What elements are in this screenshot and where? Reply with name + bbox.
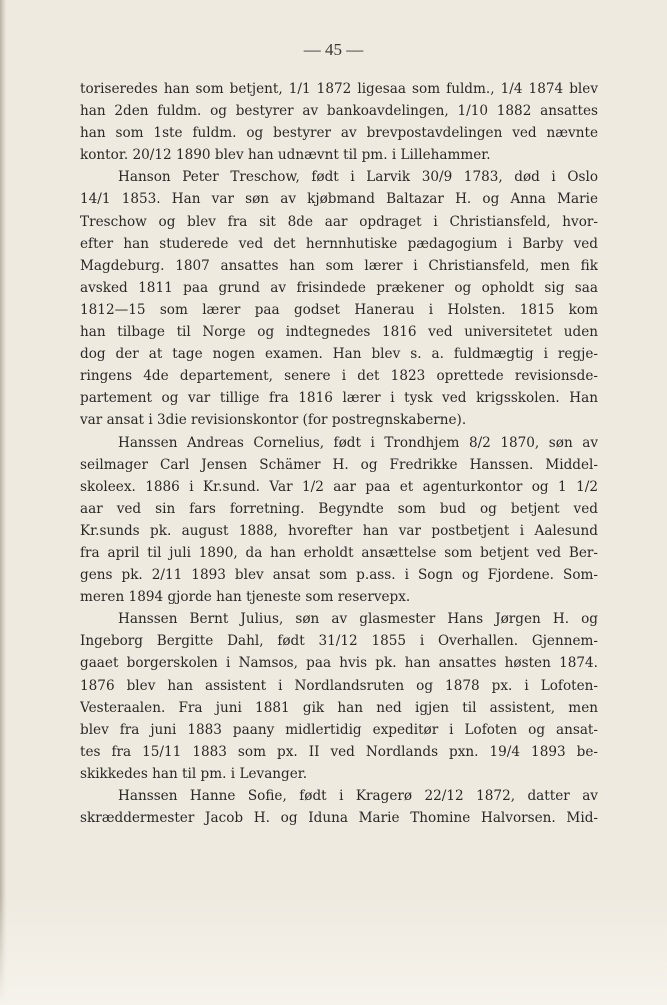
text-line: partement og var tillige fra 1816 lærer i tysk ved krigsskolen. Han	[80, 390, 598, 407]
page-number: — 45 —	[303, 40, 364, 59]
text-line: ringens 4de departement, senere i det 1823 oprettede revisionsde-	[80, 368, 598, 385]
text-line: toriseredes han som betjent, 1/1 1872 ligesaa som fuldm., 1/4 1874 blev	[80, 81, 598, 97]
text-line: 1812—15 som lærer paa godset Hanerau i Holsten. 1815 kom	[80, 301, 598, 318]
text-line: efter han studerede ved det hernnhutiske pædagogium i Barby ved	[80, 235, 598, 252]
text-line: skoleex. 1886 i Kr.sund. Var 1/2 aar paa et agenturkontor og 1 1/2	[80, 478, 598, 495]
body-text	[80, 78, 598, 829]
text-line: blev fra juni 1883 paany midlertidig expeditør i Lofoten og ansat-	[80, 721, 598, 738]
text-line: han som 1ste fuldm. og bestyrer av brevpostavdelingen ved nævnte	[80, 125, 598, 142]
text-line: Magdeburg. 1807 ansattes han som lærer i Christiansfeld, men fik	[80, 257, 598, 274]
text-line: var ansat i 3die revisionskontor (for postregnskaberne).	[80, 412, 467, 429]
text-line: skikkedes han til pm. i Levanger.	[80, 765, 308, 782]
text-line: Hanssen Bernt Julius, søn av glasmester Hans Jørgen H. og	[118, 611, 598, 628]
text-line: Vesteraalen. Fra juni 1881 gik han ned igjen til assistent, men	[80, 699, 598, 716]
text-line: Treschow og blev fra sit 8de aar opdraget i Christiansfeld, hvor-	[80, 213, 598, 230]
text-line: Hanssen Andreas Cornelius, født i Trondhjem 8/2 1870, søn av	[118, 434, 598, 451]
text-line: kontor. 20/12 1890 blev han udnævnt til pm. i Lillehammer.	[80, 147, 491, 164]
text-line: tes fra 15/11 1883 som px. II ved Nordlands pxn. 19/4 1893 be-	[80, 743, 598, 760]
text-line: han 2den fuldm. og bestyrer av bankoavdelingen, 1/10 1882 ansattes	[80, 103, 598, 120]
paper-tint	[0, 895, 667, 1005]
binding-shadow	[0, 0, 7, 1005]
text-line: 14/1 1853. Han var søn av kjøbmand Baltazar H. og Anna Marie	[80, 191, 598, 208]
text-line: han tilbage til Norge og indtegnedes 1816 ved universitetet uden	[80, 324, 598, 341]
text-line: Hanssen Hanne Sofie, født i Kragerø 22/12 1872, datter av	[118, 788, 598, 804]
text-line: meren 1894 gjorde han tjeneste som reservepx.	[80, 589, 411, 606]
text-line: skræddermester Jacob H. og Iduna Marie Thomine Halvorsen. Mid-	[80, 810, 598, 827]
text-line: 1876 blev han assistent i Nordlandsruten og 1878 px. i Lofoten-	[80, 677, 598, 694]
text-line: avsked 1811 paa grund av frisindede prækener og opholdt sig saa	[80, 279, 598, 296]
text-line: fra april til juli 1890, da han erholdt ansættelse som betjent ved Ber-	[80, 544, 598, 561]
text-line: aar ved sin fars forretning. Begyndte som bud og betjent ved	[80, 500, 598, 517]
text-line: dog der at tage nogen examen. Han blev s. a. fuldmægtig i regje-	[80, 346, 598, 363]
text-line: Hanson Peter Treschow, født i Larvik 30/9 1783, død i Oslo	[118, 169, 598, 186]
text-line: Kr.sunds pk. august 1888, hvorefter han var postbetjent i Aalesund	[80, 522, 598, 539]
text-line: gens pk. 2/11 1893 blev ansat som p.ass. i Sogn og Fjordene. Som-	[80, 567, 598, 584]
text-line: seilmager Carl Jensen Schämer H. og Fredrikke Hanssen. Middel-	[80, 456, 598, 473]
text-line: Ingeborg Bergitte Dahl, født 31/12 1855 i Overhallen. Gjennem-	[80, 633, 598, 650]
text-line: gaaet borgerskolen i Namsos, paa hvis pk. han ansattes høsten 1874.	[80, 655, 598, 672]
